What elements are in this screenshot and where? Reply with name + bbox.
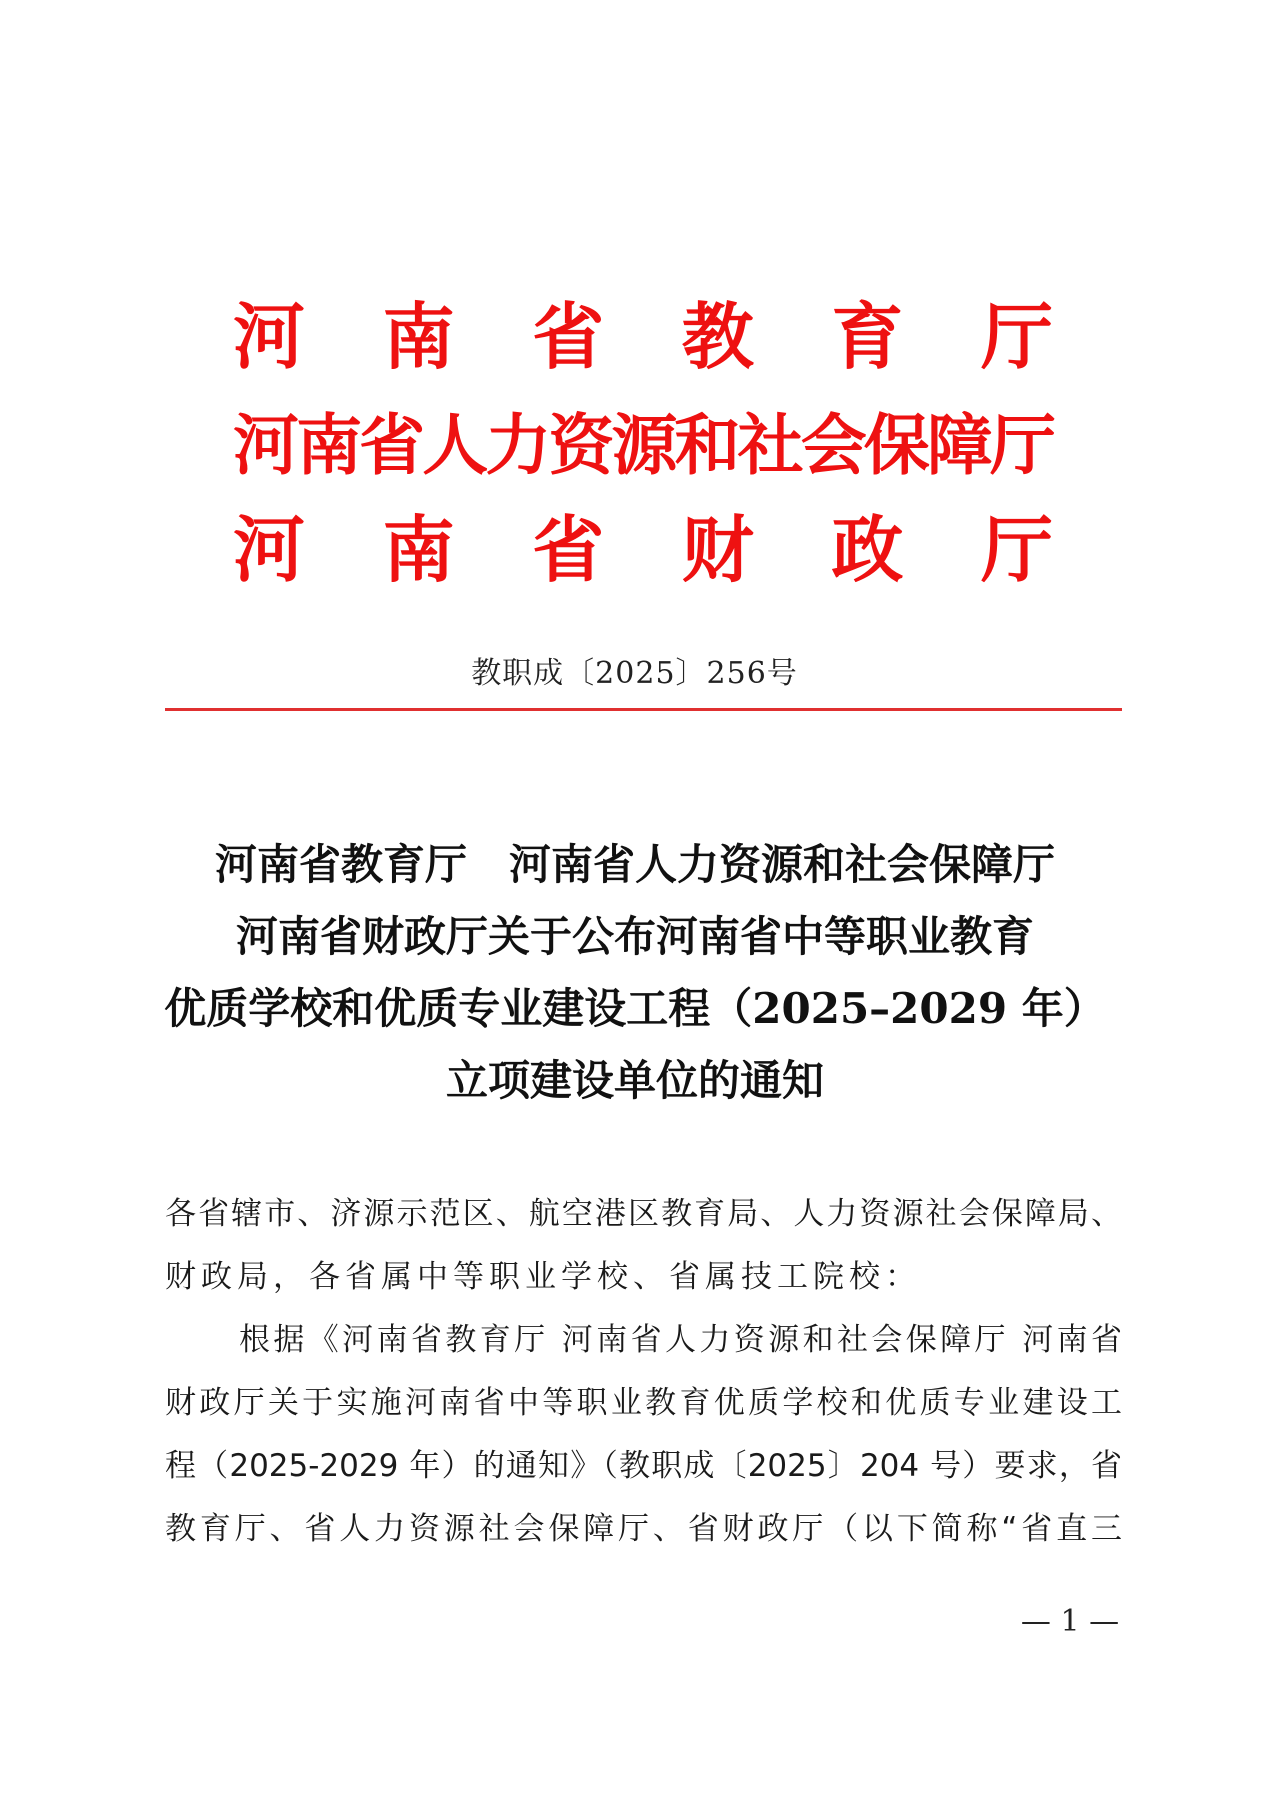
issuer-char: 政 xyxy=(831,507,904,592)
issuer-char: 南 xyxy=(296,406,360,484)
issuer-char: 教 xyxy=(681,294,754,379)
body-paragraph-line-3: 程（2025-2029 年）的通知》（教职成〔2025〕204 号）要求，省 xyxy=(165,1448,1122,1484)
title-line-4: 立项建设单位的通知 xyxy=(445,1056,824,1105)
document-number: 教职成〔2025〕256号 xyxy=(471,656,798,691)
issuer-char: 河 xyxy=(233,406,296,484)
issuer-char: 障 xyxy=(926,406,990,484)
issuer-char: 保 xyxy=(863,406,927,484)
issuer-char: 厅 xyxy=(980,507,1053,592)
issuer-char: 会 xyxy=(800,406,864,484)
issuer-char: 河 xyxy=(233,507,306,592)
body-paragraph-line-4: 教育厅、省人力资源社会保障厅、省财政厅（以下简称“省直三 xyxy=(165,1511,1122,1547)
body-paragraph-line-1: 根据《河南省教育厅 河南省人力资源和社会保障厅 河南省 xyxy=(239,1322,1122,1358)
issuer-char: 南 xyxy=(382,294,455,379)
issuer-char: 南 xyxy=(382,507,455,592)
issuer-char: 厅 xyxy=(980,294,1053,379)
issuer-char: 人 xyxy=(422,406,486,484)
issuer-char: 省 xyxy=(359,406,423,484)
title-line-2: 河南省财政厅关于公布河南省中等职业教育 xyxy=(235,912,1034,961)
issuer-char: 财 xyxy=(681,507,754,592)
issuer-education-dept xyxy=(233,294,1053,379)
issuer-char: 资 xyxy=(548,406,612,484)
title-line-3: 优质学校和优质专业建设工程（2025–2029 年） xyxy=(164,984,1106,1033)
issuer-finance-dept xyxy=(233,507,1053,592)
issuer-char: 省 xyxy=(532,507,605,592)
issuer-char: 力 xyxy=(485,406,549,484)
issuer-char: 河 xyxy=(233,294,306,379)
issuer-hr-social-security-dept xyxy=(233,405,1053,485)
addressee-line-2: 财政局，各省属中等职业学校、省属技工院校： xyxy=(165,1259,921,1295)
issuer-char: 社 xyxy=(737,406,801,484)
issuer-char: 育 xyxy=(831,294,904,379)
issuer-char: 厅 xyxy=(989,406,1053,484)
issuer-char: 源 xyxy=(611,406,675,484)
page-number: — 1 — xyxy=(1020,1604,1120,1639)
issuer-char: 和 xyxy=(674,406,738,484)
title-line-1: 河南省教育厅 河南省人力资源和社会保障厅 xyxy=(214,840,1055,889)
issuer-char: 省 xyxy=(532,294,605,379)
red-separator-rule xyxy=(165,708,1122,711)
addressee-line-1: 各省辖市、济源示范区、航空港区教育局、人力资源社会保障局、 xyxy=(165,1196,1122,1232)
body-paragraph-line-2: 财政厅关于实施河南省中等职业教育优质学校和优质专业建设工 xyxy=(165,1385,1122,1421)
